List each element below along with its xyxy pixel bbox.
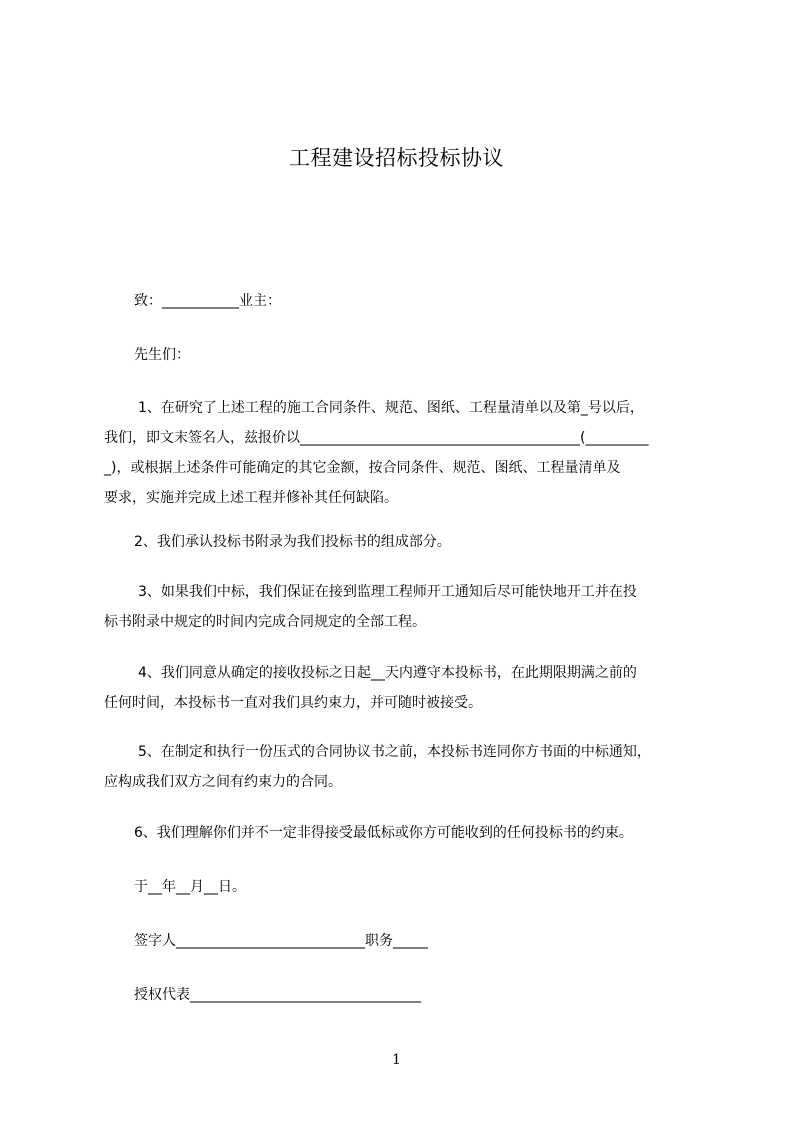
clause-6-line-1: 6、我们理解你们并不一定非得接受最低标或你方可能收到的任何投标书的约束。 bbox=[134, 825, 633, 841]
clause-1 bbox=[104, 393, 704, 513]
signatory-line: 签字人___________________________职务_____ bbox=[134, 933, 428, 949]
representative-line: 授权代表_________________________________ bbox=[134, 987, 421, 1003]
page-number: 1 bbox=[392, 1052, 401, 1068]
clause-1-line-1: 1、在研究了上述工程的施工合同条件、规范、图纸、工程量清单以及第_号以后， bbox=[138, 400, 644, 416]
clause-6 bbox=[104, 818, 704, 848]
clause-4 bbox=[104, 658, 704, 718]
clause-5-line-1: 5、在制定和执行一份压式的合同协议书之前，本投标书连同你方书面的中标通知， bbox=[138, 744, 651, 760]
clause-2 bbox=[104, 527, 704, 557]
clause-3-line-1: 3、如果我们中标，我们保证在接到监理工程师开工通知后尽可能快地开工并在投 bbox=[138, 584, 637, 600]
clause-1-line-4: 要求，实施并完成上述工程并修补其任何缺陷。 bbox=[104, 490, 398, 506]
addressee-line: 致：___________业主： bbox=[134, 293, 281, 309]
clause-1-line-2: 我们，即文末签名人，兹报价以________________________________________(_________ bbox=[104, 430, 649, 446]
document-title: 工程建设招标投标协议 bbox=[289, 146, 504, 170]
clause-4-line-1: 4、我们同意从确定的接收投标之日起__天内遵守本投标书，在此期限期满之前的 bbox=[138, 665, 637, 681]
clause-3-line-2: 标书附录中规定的时间内完成合同规定的全部工程。 bbox=[104, 614, 426, 630]
clause-2-line-1: 2、我们承认投标书附录为我们投标书的组成部分。 bbox=[134, 534, 451, 550]
date-line: 于__年__月__日。 bbox=[134, 879, 246, 895]
clause-5 bbox=[104, 737, 704, 797]
clause-3 bbox=[104, 577, 704, 637]
salutation: 先生们： bbox=[134, 347, 190, 363]
clause-1-line-3: _)，或根据上述条件可能确定的其它金额，按合同条件、规范、图纸、工程量清单及 bbox=[104, 460, 621, 476]
clause-5-line-2: 应构成我们双方之间有约束力的合同。 bbox=[104, 774, 342, 790]
clause-4-line-2: 任何时间，本投标书一直对我们具约束力，并可随时被接受。 bbox=[104, 695, 482, 711]
